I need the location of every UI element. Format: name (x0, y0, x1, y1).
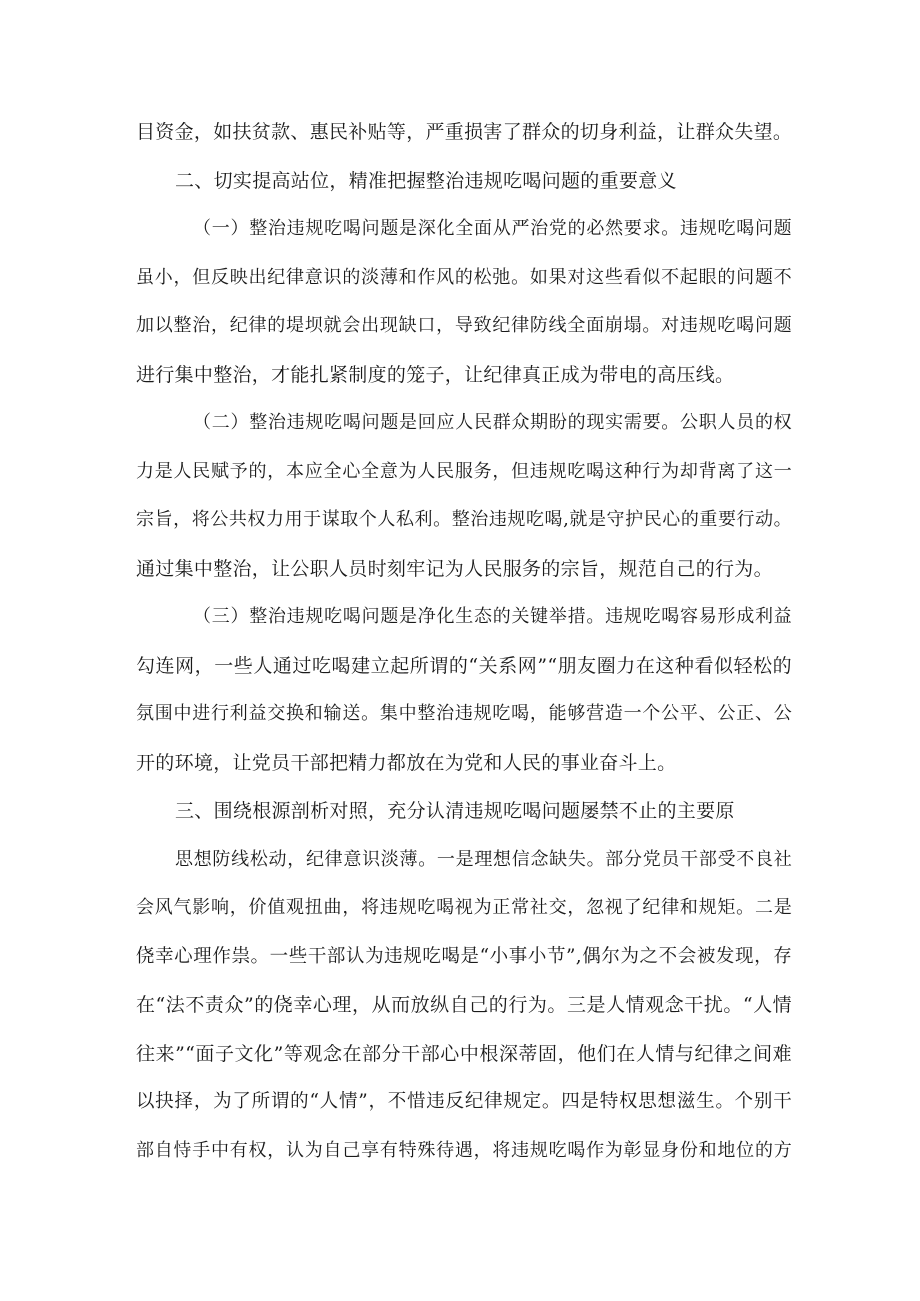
section-heading: 三、围绕根源剖析对照，充分认清违规吃喝问题屡禁不止的主要原 (175, 800, 735, 822)
text-line: 进行集中整治，才能扎紧制度的笼子，让纪律真正成为带电的高压线。 (136, 364, 735, 386)
subsection-heading: （一）整治违规吃喝问题是深化全面从严治党的必然要求。违规吃喝问题 (193, 218, 792, 239)
text-line: 力是人民赋予的，本应全心全意为人民服务，但违规吃喝这种行为却背离了这一 (136, 461, 792, 482)
text-line: 虽小，但反映出纪律意识的淡薄和作风的松弛。如果对这些看似不起眼的问题不 (136, 267, 792, 288)
text-line: 通过集中整治，让公职人员时刻牢记为人民服务的宗旨，规范自己的行为。 (136, 558, 773, 580)
text-line: 以抉择，为了所谓的“人情”，不惜违反纪律规定。四是特权思想滋生。个别干 (136, 1091, 792, 1112)
text-line: 部自恃手中有权，认为自己享有特殊待遇，将违规吃喝作为彰显身份和地位的方 (136, 1140, 792, 1161)
text-line: 往来”“面子文化”等观念在部分干部心中根深蒂固，他们在人情与纪律之间难 (136, 1043, 792, 1065)
paragraph-start-line: 思想防线松动，纪律意识淡薄。一是理想信念缺失。部分党员干部受不良社 (175, 849, 792, 870)
subsection-heading: （二）整治违规吃喝问题是回应人民群众期盼的现实需要。公职人员的权 (193, 412, 792, 433)
text-line: 会风气影响，价值观扭曲，将违规吃喝视为正常社交，忽视了纪律和规矩。二是 (136, 897, 792, 918)
text-line: 加以整治，纪律的堤坝就会出现缺口，导致纪律防线全面崩塌。对违规吃喝问题 (136, 315, 792, 336)
section-heading: 二、切实提高站位，精准把握整治违规吃喝问题的重要意义 (175, 170, 677, 192)
text-line: 目资金，如扶贫款、惠民补贴等，严重损害了群众的切身利益，让群众失望。 (136, 121, 792, 143)
text-line: 勾连网，一些人通过吃喝建立起所谓的“关系网”“朋友圈力在这种看似轻松的 (136, 655, 792, 677)
text-line: 侥幸心理作祟。一些干部认为违规吃喝是“小事小节”,偶尔为之不会被发现，存 (136, 946, 792, 967)
text-line: 在“法不责众”的侥幸心理，从而放纵自己的行为。三是人情观念干扰。“人情 (136, 994, 792, 1016)
subsection-heading: （三）整治违规吃喝问题是净化生态的关键举措。违规吃喝容易形成利益 (193, 606, 792, 627)
text-line: 开的环境，让党员干部把精力都放在为党和人民的事业奋斗上。 (136, 752, 677, 774)
text-line: 氛围中进行利益交换和输送。集中整治违规吃喝，能够营造一个公平、公正、公 (136, 703, 792, 724)
text-line: 宗旨，将公共权力用于谋取个人私利。整治违规吃喝,就是守护民心的重要行动。 (136, 509, 792, 530)
